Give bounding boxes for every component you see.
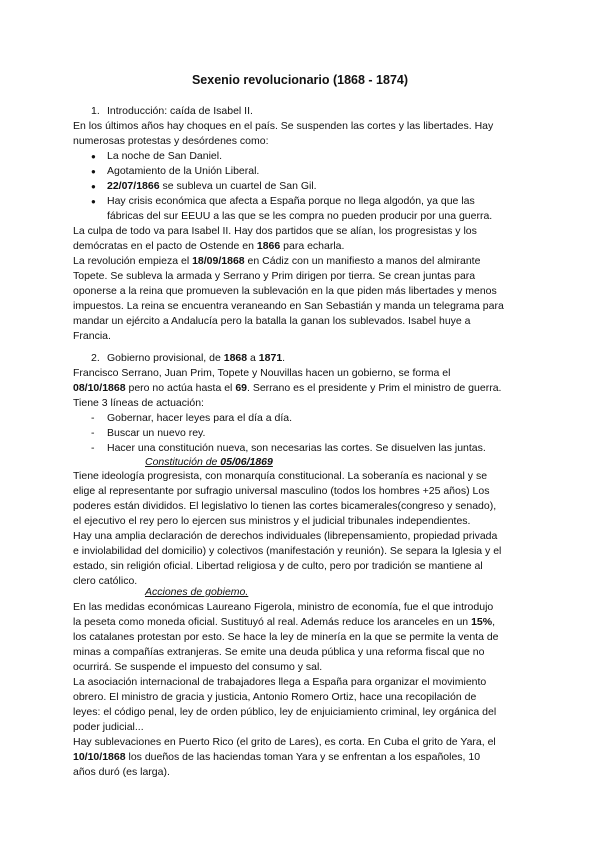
text-line: elige al representante por sufragio universal masculino (todos los hombres +25 años) Los (73, 485, 490, 497)
bold-date: 10/10/1868 (73, 751, 126, 763)
paragraph-economia (73, 600, 533, 675)
section-1-number: 1. (91, 105, 100, 117)
bold-year: 1871 (258, 352, 283, 364)
text-line: ocurrirá. Se suspende el impuesto del consumo y sal. (73, 661, 323, 673)
text-line (73, 239, 533, 254)
text-line: oponerse a la reina que promueven la sublevación en la que piden más libertades y menos (73, 285, 497, 297)
bold-percent: 15% (471, 616, 493, 628)
text-run: en Cádiz con un manifiesto a manos del almirante (244, 255, 481, 267)
text-run: . (282, 352, 286, 364)
text-line: minas a compañías extranjeras. Se emite una deuda pública y una reforma fiscal que no (73, 646, 485, 658)
bold-date: 22/07/1866 (107, 180, 160, 192)
text-line: Tiene 3 líneas de actuación: (73, 397, 204, 409)
text-run: los dueños de las haciendas toman Yara y se enfrentan a los españoles, 10 (125, 751, 481, 763)
text-line: Francisco Serrano, Juan Prim, Topete y Nouvillas hacen un gobierno, se forma el (73, 367, 451, 379)
bullet-item: La noche de San Daniel. (107, 150, 223, 162)
text-line: numerosas protestas y desórdenes como: (73, 135, 269, 147)
section-1-intro (73, 119, 533, 149)
subheading-acciones: Acciones de gobiemo. (145, 586, 249, 598)
paragraph-culpa (73, 224, 533, 254)
page-title: Sexenio revolucionario (1868 - 1874) (191, 73, 409, 87)
section-2-number: 2. (91, 352, 100, 364)
bold-year: 1868 (223, 352, 248, 364)
text-run: pero no actúa hasta el (125, 382, 236, 394)
dash-item: Gobernar, hacer leyes para el día a día. (107, 412, 293, 424)
text-line: Tiene ideología progresista, con monarquía constitucional. La soberanía es nacional y se (73, 470, 488, 482)
dash-item: Hacer una constitución nueva, son necesarias las cortes. Se disuelven las juntas. (107, 442, 486, 454)
text-run: , (492, 616, 495, 628)
bullet-item (107, 179, 317, 194)
bullet-dot: ● (91, 182, 96, 191)
text-line (73, 381, 533, 396)
section-1-heading: Introducción: caída de Isabel II. (107, 105, 253, 117)
text-line: leyes: el código penal, ley de orden público, ley de enjuiciamiento criminal, ley orgánica del (73, 706, 497, 718)
text-line: En los últimos años hay choques en el país. Se suspenden las cortes y las libertades. Hay (73, 120, 494, 132)
text-line: Francia. (73, 330, 111, 342)
text-line: obrero. El ministro de gracia y justicia, Antonio Romero Ortiz, hace una recopilación de (73, 691, 477, 703)
text-line: estado, sin religión oficial. Libertad religiosa y de culto, pero por tradición se mantiene al (73, 560, 483, 572)
text-run: . Serrano es el presidente y Prim el ministro de guerra. (247, 382, 502, 394)
text-line (73, 254, 533, 269)
text-line: La culpa de todo va para Isabel II. Hay dos partidos que se alían, los progresistas y los (73, 225, 477, 237)
text-line: clero católico. (73, 575, 138, 587)
text-line: Hay crisis económica que afecta a España porque no llega algodón, ya que las (107, 195, 475, 207)
text-line (73, 750, 533, 765)
text-line: poder judicial... (73, 721, 144, 733)
text-line: e inviolabilidad del domicilio) y colectivos (manifestación y reunión). Se separa la Iglesia y el (73, 545, 502, 557)
bullet-text: se subleva un cuartel de San Gil. (159, 180, 317, 192)
text-line: Hay sublevaciones en Puerto Rico (el grito de Lares), es corta. En Cuba el grito de Yara, el (73, 736, 496, 748)
text-line: los catalanes protestan por esto. Se hace la ley de minería en la que se permite la venta de (73, 631, 499, 643)
text-line: fábricas del sur EEUU a las que se les compra no pueden producir por una guerra. (107, 210, 493, 222)
bold-date: 08/10/1868 (73, 382, 126, 394)
text-line: impuestos. La reina se encuentra veraneando en San Sebastián y manda un telegrama para (73, 300, 504, 312)
text-line: En las medidas económicas Laureano Figerola, ministro de economía, fue el que introdujo (73, 601, 494, 613)
text-line: La asociación internacional de trabajadores llega a España para organizar el movimiento (73, 676, 487, 688)
text-run: a (247, 352, 259, 364)
section-2-heading (107, 351, 285, 366)
dash-item: Buscar un nuevo rey. (107, 427, 206, 439)
text-run: Gobierno provisional, de (107, 352, 224, 364)
text-line: poderes están divididos. El legislativo lo tienen las cortes bicamerales(congreso y senado), (73, 500, 497, 512)
text-line: años duró (es larga). (73, 766, 170, 778)
bullet-item: Agotamiento de la Unión Liberal. (107, 165, 260, 177)
paragraph-sublevaciones (73, 735, 533, 780)
subheading-constitucion (145, 455, 273, 470)
bold-number: 69 (235, 382, 247, 394)
dash-mark: - (91, 412, 95, 424)
text-run: La revolución empieza el (73, 255, 193, 267)
bold-date: 05/06/1869 (220, 456, 273, 468)
paragraph-revolucion (73, 254, 533, 344)
bullet-item (107, 194, 492, 224)
dash-mark: - (91, 427, 95, 439)
text-line: el ejecutivo el rey pero lo ejercen sus ministros y el judicial tribunales independientes. (73, 515, 471, 527)
dash-mark: - (91, 442, 95, 454)
text-run: para echarla. (280, 240, 345, 252)
text-run: Constitución de (145, 456, 221, 468)
text-line: mandar un ejército a Andalucía pero la batalla la ganan los sublevados. Isabel huye a (73, 315, 471, 327)
text-line: Hay una amplia declaración de derechos individuales (librepensamiento, propiedad privada (73, 530, 498, 542)
bold-year: 1866 (256, 240, 281, 252)
text-run: la peseta como moneda oficial. Sustituyó al real. Además reduce los aranceles en un (73, 616, 472, 628)
text-line: Topete. Se subleva la armada y Serrano y Prim dirigen por tierra. Se crean juntas para (73, 270, 476, 282)
text-line (73, 615, 533, 630)
paragraph-gobierno (73, 366, 533, 411)
paragraph-constitucion (73, 469, 533, 589)
paragraph-asociacion (73, 675, 533, 735)
text-run: demócratas en el pacto de Ostende en (73, 240, 257, 252)
bullet-dot: ● (91, 152, 96, 161)
bullet-dot: ● (91, 197, 96, 206)
bullet-dot: ● (91, 167, 96, 176)
bold-date: 18/09/1868 (192, 255, 245, 267)
